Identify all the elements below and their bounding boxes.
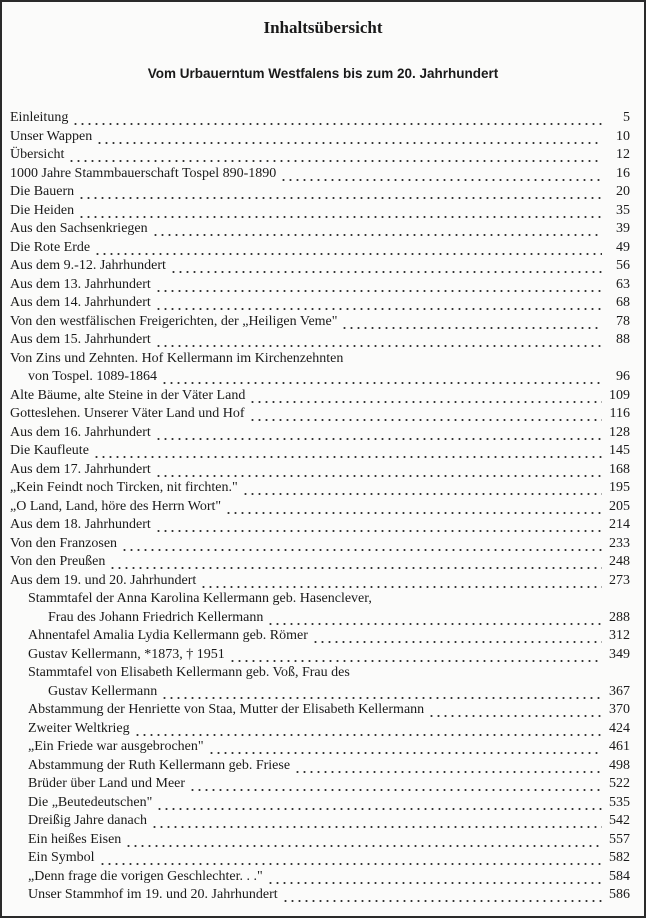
dot-leader bbox=[72, 109, 602, 128]
toc-subentry bbox=[10, 775, 630, 794]
toc-entry-label: Von den Preußen bbox=[10, 554, 106, 569]
toc-entry-label: Einleitung bbox=[10, 110, 69, 125]
toc-entry-label: Die Bauern bbox=[10, 184, 75, 199]
toc-entry bbox=[10, 424, 630, 443]
toc-entry bbox=[10, 387, 630, 406]
toc-entry-page: 145 bbox=[609, 443, 630, 458]
dot-leader bbox=[134, 720, 602, 739]
toc-entry bbox=[10, 239, 630, 258]
toc-entry-page: 10 bbox=[616, 128, 630, 144]
toc-entry-page: 205 bbox=[609, 498, 630, 514]
dot-leader bbox=[280, 165, 602, 184]
toc-entry-page: 5 bbox=[623, 110, 630, 125]
dot-leader bbox=[156, 794, 602, 813]
toc-entry bbox=[10, 146, 630, 165]
toc-subentry-label: Gustav Kellermann, *1873, † 1951 bbox=[28, 646, 225, 662]
toc-entry-page: 56 bbox=[616, 258, 630, 273]
toc-entry-line1 bbox=[10, 350, 630, 369]
toc-subentry-page: 370 bbox=[609, 702, 630, 717]
toc-subentry-label: Brüder über Land und Meer bbox=[28, 776, 186, 791]
dot-leader bbox=[312, 627, 602, 646]
toc-entry-label: Aus den Sachsenkriegen bbox=[10, 221, 148, 236]
page-subtitle: Vom Urbauerntum Westfalens bis zum 20. Jahrhundert bbox=[147, 66, 499, 81]
toc-entry bbox=[10, 405, 630, 424]
toc-entry-label: Aus dem 17. Jahrhundert bbox=[10, 461, 151, 477]
dot-leader bbox=[294, 757, 602, 776]
toc-entry-page: 16 bbox=[616, 165, 630, 181]
toc-entry-label-continued: von Tospel. 1089-1864 bbox=[28, 369, 158, 384]
toc-subentry-label: Ein Symbol bbox=[28, 850, 95, 865]
dot-leader bbox=[161, 683, 602, 702]
toc-subentry bbox=[10, 849, 630, 868]
toc-subentry-label: Stammtafel der Anna Karolina Kellermann geb. Hasenclever, bbox=[28, 591, 372, 606]
toc-subentry bbox=[10, 757, 630, 776]
toc-subentry-page: 367 bbox=[609, 683, 630, 699]
toc-subentry-page: 312 bbox=[609, 628, 630, 643]
toc-entry-page: 12 bbox=[616, 147, 630, 162]
toc-entry-label: „Kein Feindt noch Tircken, nit firchten." bbox=[10, 480, 238, 495]
toc-subentry-page: 498 bbox=[609, 757, 630, 773]
toc-subentry-page: 522 bbox=[609, 776, 630, 791]
toc-subentry-line2 bbox=[10, 609, 630, 628]
toc-subentry-label: „Denn frage die vorigen Geschlechter. . ." bbox=[28, 868, 263, 884]
toc-entry bbox=[10, 165, 630, 184]
toc-entry bbox=[10, 220, 630, 239]
dot-leader bbox=[155, 331, 602, 350]
toc-entry bbox=[10, 331, 630, 350]
toc-entry bbox=[10, 109, 630, 128]
toc-entry bbox=[10, 461, 630, 480]
dot-leader bbox=[208, 738, 602, 757]
toc-subentry-label: Die „Beutedeutschen" bbox=[28, 794, 153, 810]
table-of-contents bbox=[10, 109, 630, 905]
toc-entry-label: Aus dem 13. Jahrhundert bbox=[10, 276, 151, 292]
toc-entry-label: Von den westfälischen Freigerichten, der „Heiligen Veme" bbox=[10, 313, 338, 329]
toc-entry-label: Aus dem 18. Jahrhundert bbox=[10, 517, 151, 532]
toc-subentry-label: Stammtafel von Elisabeth Kellermann geb. Voß, Frau des bbox=[28, 665, 350, 680]
toc-subentry bbox=[10, 812, 630, 831]
dot-leader bbox=[170, 257, 602, 276]
dot-leader bbox=[189, 775, 602, 794]
toc-entry-page: 88 bbox=[616, 332, 630, 347]
toc-subentry-label: Dreißig Jahre danach bbox=[28, 813, 147, 828]
toc-subentry-label: Unser Stammhof im 19. und 20. Jahrhundert bbox=[28, 887, 278, 902]
dot-leader bbox=[282, 886, 602, 905]
toc-subentry-label: Ahnentafel Amalia Lydia Kellermann geb. Römer bbox=[28, 628, 308, 643]
dot-leader bbox=[267, 868, 602, 887]
dot-leader bbox=[341, 313, 602, 332]
dot-leader bbox=[121, 535, 602, 554]
toc-subentry-page: 584 bbox=[609, 868, 630, 884]
toc-entry-label: Aus dem 9.-12. Jahrhundert bbox=[10, 258, 166, 273]
toc-entry-label: Unser Wappen bbox=[10, 128, 93, 144]
toc-subentry-line1 bbox=[10, 664, 630, 683]
dot-leader bbox=[68, 146, 602, 165]
toc-entry-label: Die Kaufleute bbox=[10, 443, 89, 458]
dot-leader bbox=[200, 572, 602, 591]
toc-entry-label: Alte Bäume, alte Steine in der Väter Land bbox=[10, 387, 246, 403]
toc-subentry-line1 bbox=[10, 590, 630, 609]
toc-entry-label: Die Heiden bbox=[10, 202, 75, 218]
toc-entry-label: Von den Franzosen bbox=[10, 535, 118, 551]
toc-entry bbox=[10, 257, 630, 276]
toc-entry-page: 109 bbox=[609, 387, 630, 403]
toc-subentry bbox=[10, 868, 630, 887]
toc-entry bbox=[10, 313, 630, 332]
toc-subentry bbox=[10, 886, 630, 905]
toc-subentry-label-continued: Frau des Johann Friedrich Kellermann bbox=[48, 609, 264, 625]
dot-leader bbox=[225, 498, 602, 517]
toc-entry-page: 49 bbox=[616, 239, 630, 255]
dot-leader bbox=[242, 479, 602, 498]
toc-entry-page: 214 bbox=[609, 517, 630, 532]
toc-entry bbox=[10, 498, 630, 517]
toc-entry-page: 248 bbox=[609, 554, 630, 569]
toc-subentry-page: 349 bbox=[609, 646, 630, 662]
dot-leader bbox=[109, 553, 602, 572]
dot-leader bbox=[161, 368, 602, 387]
dot-leader bbox=[155, 516, 602, 535]
toc-subentry-label: Abstammung der Ruth Kellermann geb. Friese bbox=[28, 757, 291, 773]
toc-subentry bbox=[10, 794, 630, 813]
toc-entry bbox=[10, 442, 630, 461]
toc-subentry-label: Zweiter Weltkrieg bbox=[28, 720, 130, 736]
page-title: Inhaltsübersicht bbox=[263, 18, 383, 37]
toc-entry-label: Aus dem 14. Jahrhundert bbox=[10, 295, 151, 310]
toc-subentry-label: Ein heißes Eisen bbox=[28, 831, 122, 847]
toc-entry bbox=[10, 183, 630, 202]
dot-leader bbox=[94, 239, 602, 258]
toc-entry-label: Aus dem 19. und 20. Jahrhundert bbox=[10, 572, 197, 588]
dot-leader bbox=[155, 461, 602, 480]
toc-entry bbox=[10, 128, 630, 147]
toc-subentry-label: „Ein Friede war ausgebrochen" bbox=[28, 739, 204, 754]
toc-entry-label: Gotteslehen. Unserer Väter Land und Hof bbox=[10, 406, 245, 421]
dot-leader bbox=[155, 294, 602, 313]
toc-entry-page: 128 bbox=[609, 424, 630, 440]
toc-subentry bbox=[10, 627, 630, 646]
toc-entry bbox=[10, 535, 630, 554]
dot-leader bbox=[151, 812, 602, 831]
dot-leader bbox=[78, 202, 602, 221]
toc-subentry bbox=[10, 646, 630, 665]
toc-subentry bbox=[10, 738, 630, 757]
toc-entry-page: 63 bbox=[616, 276, 630, 292]
toc-entry bbox=[10, 479, 630, 498]
dot-leader bbox=[99, 849, 602, 868]
dot-leader bbox=[152, 220, 602, 239]
toc-entry-line2 bbox=[10, 368, 630, 387]
toc-entry-label: Die Rote Erde bbox=[10, 239, 91, 255]
toc-entry-label: Von Zins und Zehnten. Hof Kellermann im Kirchenzehnten bbox=[10, 350, 344, 366]
toc-subentry-page: 586 bbox=[609, 887, 630, 902]
dot-leader bbox=[249, 405, 602, 424]
dot-leader bbox=[249, 387, 602, 406]
toc-entry bbox=[10, 294, 630, 313]
toc-subentry-page: 288 bbox=[609, 609, 630, 625]
toc-entry-page: 233 bbox=[609, 535, 630, 551]
toc-subentry bbox=[10, 831, 630, 850]
toc-entry-label: „O Land, Land, höre des Herrn Wort" bbox=[10, 498, 222, 514]
toc-subentry-page: 542 bbox=[609, 813, 630, 828]
dot-leader bbox=[155, 276, 602, 295]
dot-leader bbox=[93, 442, 602, 461]
toc-subentry-label-continued: Gustav Kellermann bbox=[48, 683, 158, 699]
toc-subentry-page: 557 bbox=[609, 831, 630, 847]
toc-subentry-page: 424 bbox=[609, 720, 630, 736]
dot-leader bbox=[78, 183, 602, 202]
toc-entry bbox=[10, 553, 630, 572]
dot-leader bbox=[267, 609, 602, 628]
toc-entry-page: 78 bbox=[616, 313, 630, 329]
toc-subentry-label: Abstammung der Henriette von Staa, Mutter der Elisabeth Kellermann bbox=[28, 702, 425, 717]
toc-entry-label: 1000 Jahre Stammbauerschaft Tospel 890-1890 bbox=[10, 165, 277, 181]
toc-entry bbox=[10, 516, 630, 535]
toc-entry bbox=[10, 202, 630, 221]
toc-entry-page: 273 bbox=[609, 572, 630, 588]
toc-subentry-line2 bbox=[10, 683, 630, 702]
toc-subentry-page: 535 bbox=[609, 794, 630, 810]
toc-entry-page: 35 bbox=[616, 202, 630, 218]
toc-entry bbox=[10, 572, 630, 591]
toc-entry-page: 68 bbox=[616, 295, 630, 310]
toc-subentry bbox=[10, 720, 630, 739]
toc-entry-label: Übersicht bbox=[10, 147, 65, 162]
toc-entry-page: 168 bbox=[609, 461, 630, 477]
dot-leader bbox=[96, 128, 602, 147]
dot-leader bbox=[428, 701, 602, 720]
toc-subentry-page: 582 bbox=[609, 850, 630, 865]
toc-entry-page: 20 bbox=[616, 184, 630, 199]
toc-entry-page: 116 bbox=[609, 406, 630, 421]
dot-leader bbox=[155, 424, 602, 443]
toc-entry-label: Aus dem 15. Jahrhundert bbox=[10, 332, 151, 347]
dot-leader bbox=[125, 831, 602, 850]
toc-entry bbox=[10, 276, 630, 295]
dot-leader bbox=[229, 646, 602, 665]
toc-entry-page: 96 bbox=[616, 369, 630, 384]
toc-entry-page: 39 bbox=[616, 221, 630, 236]
toc-subentry-page: 461 bbox=[609, 739, 630, 754]
toc-subentry bbox=[10, 701, 630, 720]
toc-entry-label: Aus dem 16. Jahrhundert bbox=[10, 424, 151, 440]
toc-entry-page: 195 bbox=[609, 480, 630, 495]
